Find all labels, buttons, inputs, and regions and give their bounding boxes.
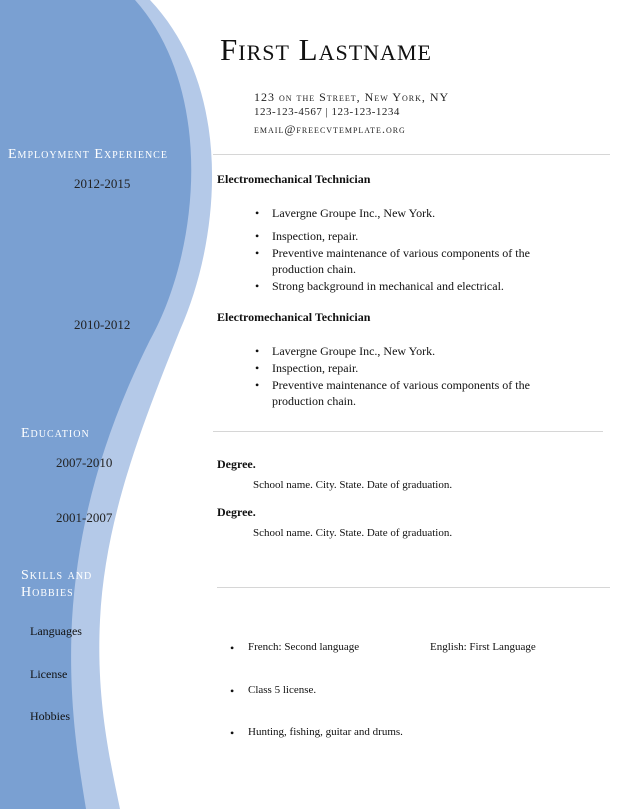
skill-label-hobbies: Hobbies [30, 709, 70, 723]
bullet-icon: • [230, 641, 235, 655]
skills-heading-line1: Skills and [21, 568, 93, 583]
education-date-2: 2001-2007 [56, 510, 113, 525]
bullet-icon: • [230, 726, 235, 740]
school-1: School name. City. State. Date of graduation. [253, 479, 453, 491]
list-item: • Preventive maintenance of various components of the production chain. [255, 245, 545, 277]
skill-license: Class 5 license. [248, 684, 317, 696]
list-item: • Preventive maintenance of various components of the production chain. [255, 377, 545, 409]
job-title-1: Electromechanical Technician [217, 172, 371, 186]
list-item: • Strong background in mechanical and electrical. [255, 278, 545, 294]
education-heading: Education [21, 426, 90, 441]
list-item: • Inspection, repair. [255, 228, 545, 244]
employment-date-2: 2010-2012 [74, 317, 131, 332]
phone-line: 123-123-4567 | 123-123-1234 [254, 106, 400, 118]
job-1-bullets [255, 205, 545, 295]
bullet-icon: • [230, 684, 235, 698]
list-item: • Inspection, repair. [255, 360, 545, 376]
list-item: • Lavergne Groupe Inc., New York. [255, 343, 545, 359]
divider-education [217, 587, 610, 588]
divider-employment [213, 431, 603, 432]
education-date-1: 2007-2010 [56, 455, 113, 470]
job-2-bullets [255, 343, 545, 410]
resume-name: First Lastname [220, 32, 432, 67]
skills-heading-line2: Hobbies [21, 585, 74, 600]
degree-2: Degree. [217, 505, 256, 519]
skill-hobbies: Hunting, fishing, guitar and drums. [248, 726, 403, 738]
job-title-2: Electromechanical Technician [217, 310, 371, 324]
skill-language-2: English: First Language [430, 641, 536, 653]
address-line: 123 on the Street, New York, NY [254, 90, 450, 104]
degree-1: Degree. [217, 457, 256, 471]
skill-label-license: License [30, 667, 68, 681]
employment-heading: Employment Experience [8, 147, 168, 162]
email-line[interactable]: email@freecvtemplate.org [254, 122, 406, 136]
skill-language-1: French: Second language [248, 641, 360, 653]
divider-header [213, 154, 610, 155]
skill-label-languages: Languages [30, 624, 82, 638]
employment-date-1: 2012-2015 [74, 176, 131, 191]
school-2: School name. City. State. Date of graduation. [253, 527, 453, 539]
list-item: • Lavergne Groupe Inc., New York. [255, 205, 545, 221]
